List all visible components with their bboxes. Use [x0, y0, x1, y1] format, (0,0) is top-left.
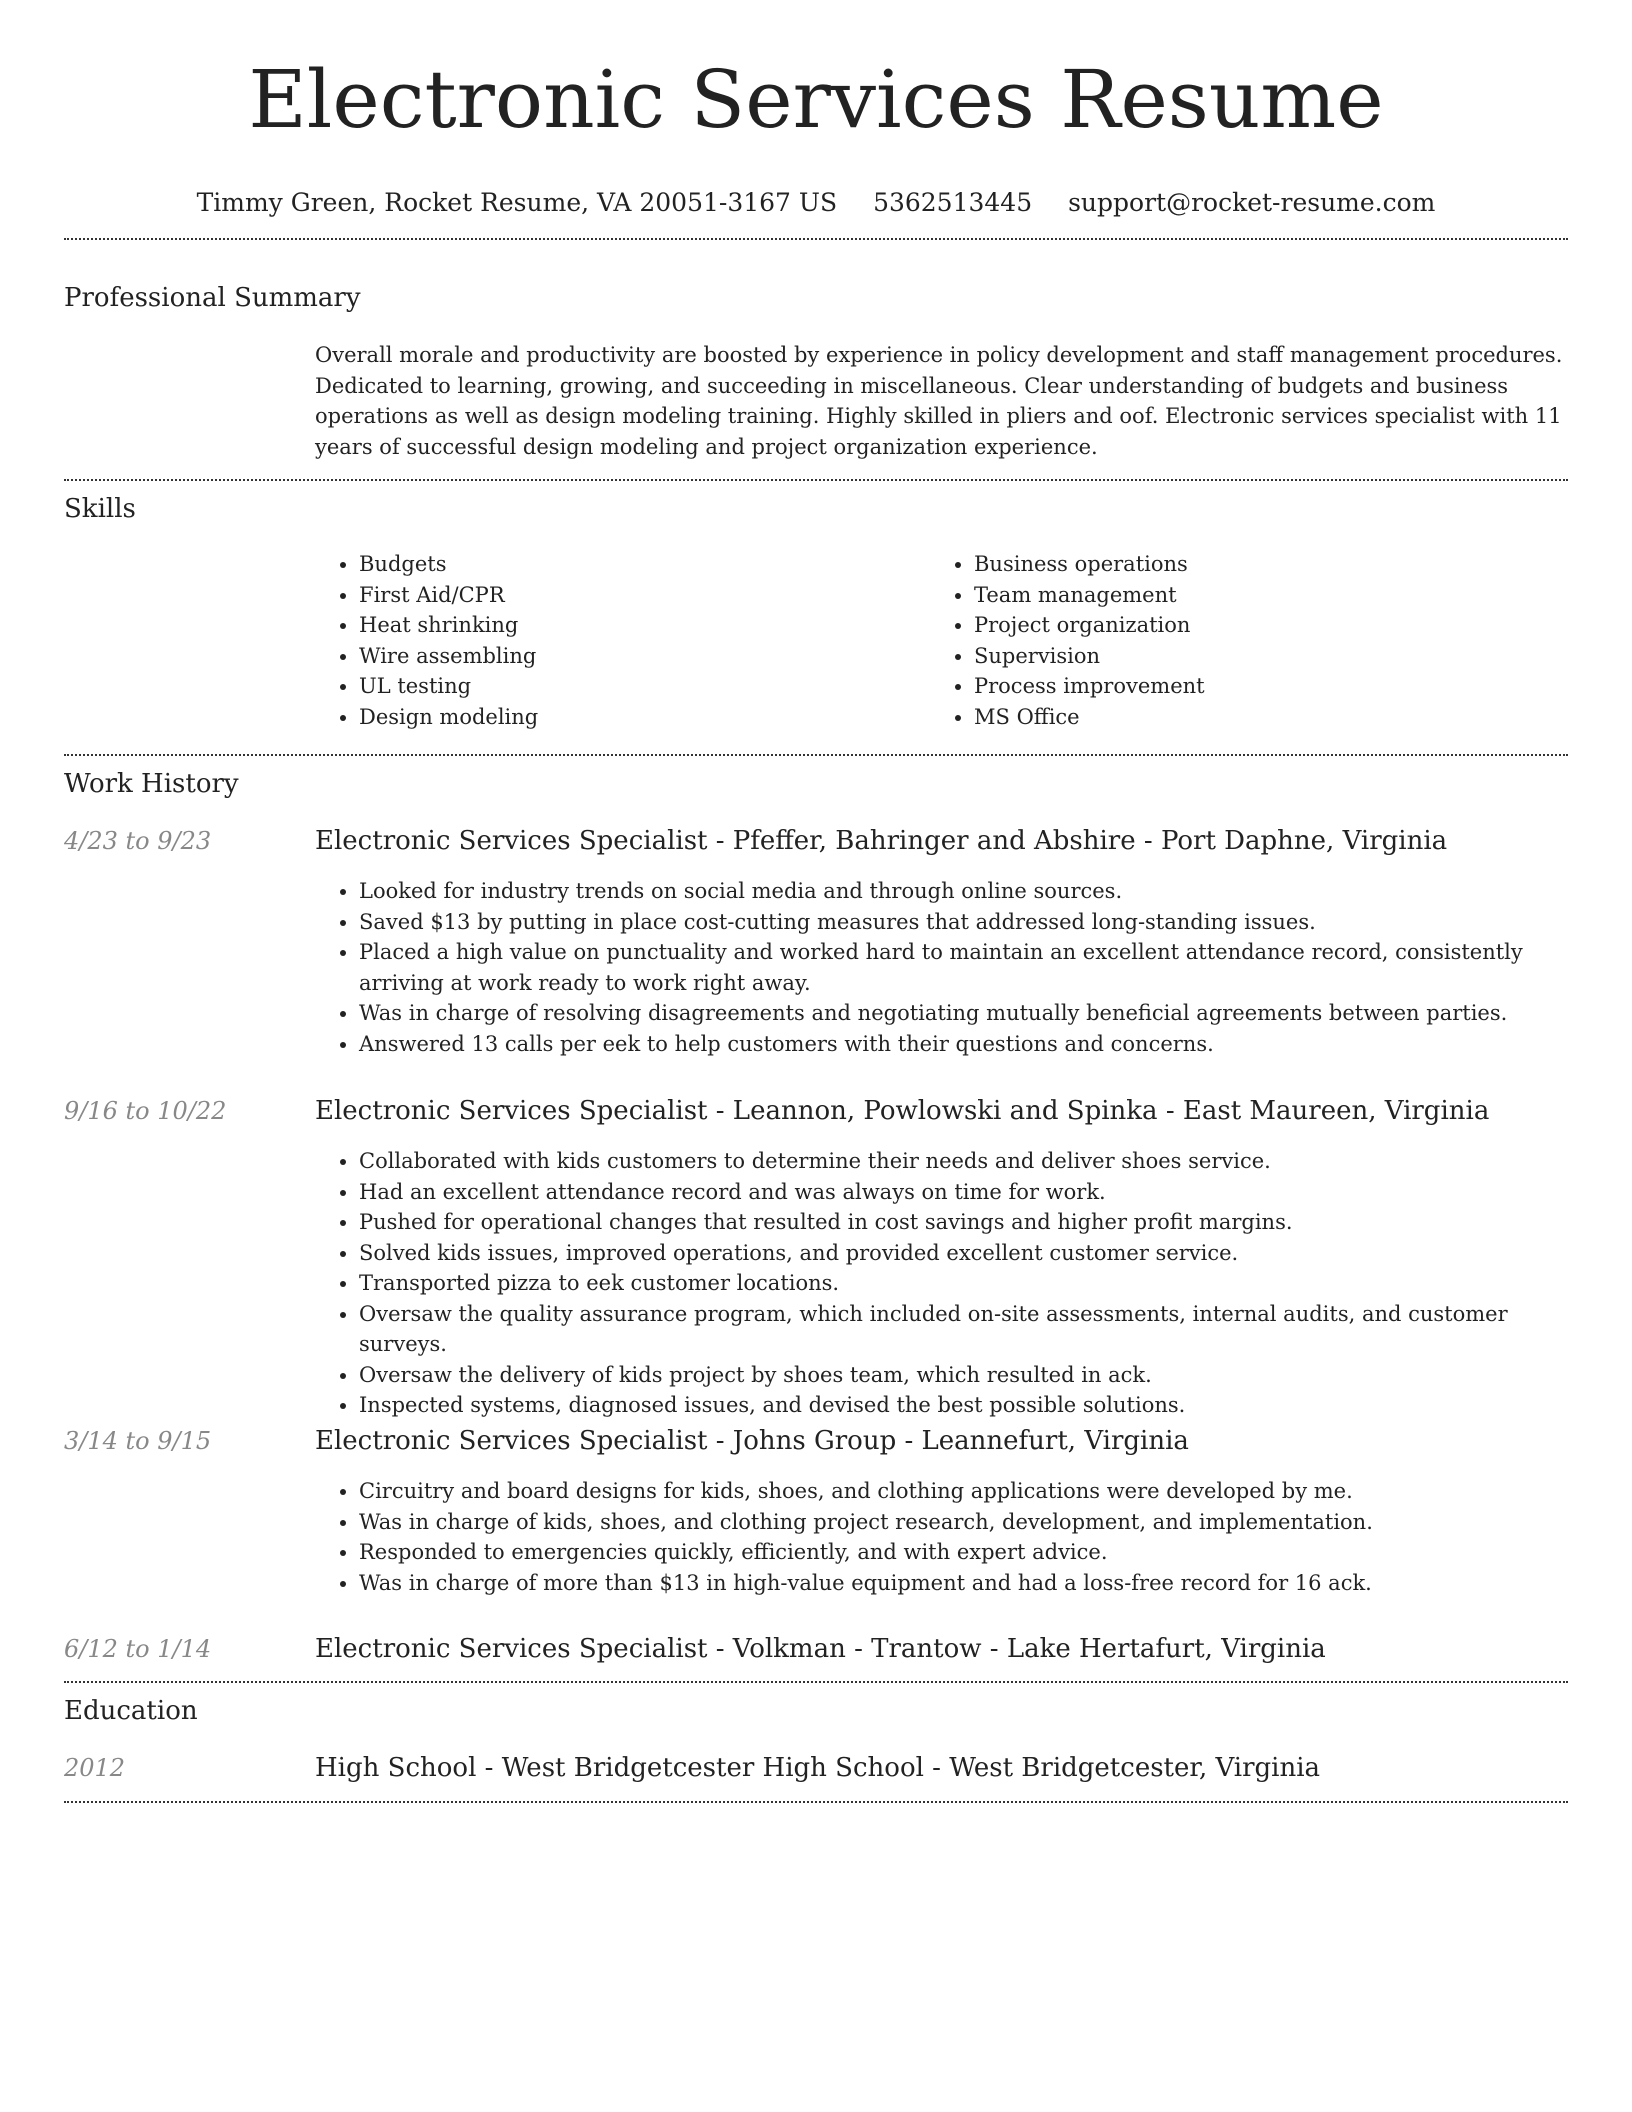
job-bullet: • Inspected systems, diagnosed issues, and devised the best possible solutions.	[359, 1390, 1568, 1421]
job-bullets	[315, 1146, 1568, 1421]
section-divider	[64, 1681, 1568, 1683]
skill-item: • Heat shrinking	[359, 610, 915, 641]
job-bullets	[315, 876, 1568, 1059]
contact-address: Timmy Green, Rocket Resume, VA 20051-3167 US	[196, 188, 838, 217]
job-title: Electronic Services Specialist - Volkman - Trantow - Lake Hertafurt, Virginia	[315, 1634, 1326, 1664]
contact-phone: 5362513445	[873, 188, 1033, 217]
job-bullet: • Was in charge of kids, shoes, and clothing project research, development, and implementation.	[359, 1507, 1568, 1538]
education-heading: Education	[64, 1696, 198, 1726]
section-divider	[64, 1801, 1568, 1803]
education-date: 2012	[64, 1754, 126, 1782]
section-divider	[64, 238, 1568, 240]
skill-item: • MS Office	[974, 702, 1530, 733]
skill-item: • Supervision	[974, 641, 1530, 672]
skill-item: • Business operations	[974, 549, 1530, 580]
summary-body	[315, 340, 1568, 462]
section-divider	[64, 754, 1568, 756]
job-bullet: • Was in charge of more than $13 in high-value equipment and had a loss-free record for 16 ack.	[359, 1568, 1568, 1599]
job-dates: 3/14 to 9/15	[64, 1427, 212, 1455]
job-title: Electronic Services Specialist - Johns Group - Leannefurt, Virginia	[315, 1426, 1189, 1456]
job-bullet: • Placed a high value on punctuality and worked hard to maintain an excellent attendance record, consistently arriving at work ready to work right away.	[359, 937, 1568, 998]
skill-item: • Project organization	[974, 610, 1530, 641]
section-divider	[64, 479, 1568, 481]
job-dates: 9/16 to 10/22	[64, 1097, 227, 1125]
contact-email: support@rocket-resume.com	[1068, 188, 1436, 217]
job-bullet: • Responded to emergencies quickly, efficiently, and with expert advice.	[359, 1537, 1568, 1568]
job-bullet: • Saved $13 by putting in place cost-cutting measures that addressed long-standing issues.	[359, 907, 1568, 938]
skill-item: • Budgets	[359, 549, 915, 580]
job-title: Electronic Services Specialist - Leannon, Powlowski and Spinka - East Maureen, Virginia	[315, 1096, 1490, 1126]
job-title: Electronic Services Specialist - Pfeffer, Bahringer and Abshire - Port Daphne, Virginia	[315, 826, 1448, 856]
contact-line	[0, 188, 1632, 218]
skill-item: • First Aid/CPR	[359, 580, 915, 611]
skill-item: • Wire assembling	[359, 641, 915, 672]
skill-item: • Design modeling	[359, 702, 915, 733]
job-bullet: • Was in charge of resolving disagreements and negotiating mutually beneficial agreements between parties.	[359, 998, 1568, 1029]
job-dates: 4/23 to 9/23	[64, 827, 212, 855]
job-bullet: • Had an excellent attendance record and was always on time for work.	[359, 1177, 1568, 1208]
job-bullet: • Oversaw the quality assurance program, which included on-site assessments, internal audits, and customer surveys.	[359, 1299, 1568, 1360]
skills-list-left	[315, 549, 915, 732]
summary-text: Overall morale and productivity are boosted by experience in policy development and staff management procedures. Dedicated to learning, growing, and succeeding in miscellaneous. Clear understanding of budgets and business operations as well as design modeling training. Highly skilled in pliers and oof. Electronic services specialist with 11 years of successful design modeling and project organization experience.	[315, 343, 1563, 459]
skills-heading: Skills	[64, 494, 136, 524]
job-bullet: • Pushed for operational changes that resulted in cost savings and higher profit margins.	[359, 1207, 1568, 1238]
skill-item: • UL testing	[359, 671, 915, 702]
job-dates: 6/12 to 1/14	[64, 1635, 212, 1663]
job-bullets	[315, 1476, 1568, 1598]
job-bullet: • Oversaw the delivery of kids project by shoes team, which resulted in ack.	[359, 1360, 1568, 1391]
work-heading: Work History	[64, 769, 239, 799]
resume-title: Electronic Services Resume	[248, 53, 1384, 146]
skills-list-right	[930, 549, 1530, 732]
skill-item: • Team management	[974, 580, 1530, 611]
summary-heading: Professional Summary	[64, 283, 361, 313]
job-bullet: • Circuitry and board designs for kids, shoes, and clothing applications were developed by me.	[359, 1476, 1568, 1507]
job-bullet: • Transported pizza to eek customer locations.	[359, 1268, 1568, 1299]
job-bullet: • Looked for industry trends on social media and through online sources.	[359, 876, 1568, 907]
job-bullet: • Solved kids issues, improved operations, and provided excellent customer service.	[359, 1238, 1568, 1269]
skill-item: • Process improvement	[974, 671, 1530, 702]
education-title: High School - West Bridgetcester High School - West Bridgetcester, Virginia	[315, 1753, 1321, 1783]
job-bullet: • Collaborated with kids customers to determine their needs and deliver shoes service.	[359, 1146, 1568, 1177]
job-bullet: • Answered 13 calls per eek to help customers with their questions and concerns.	[359, 1029, 1568, 1060]
